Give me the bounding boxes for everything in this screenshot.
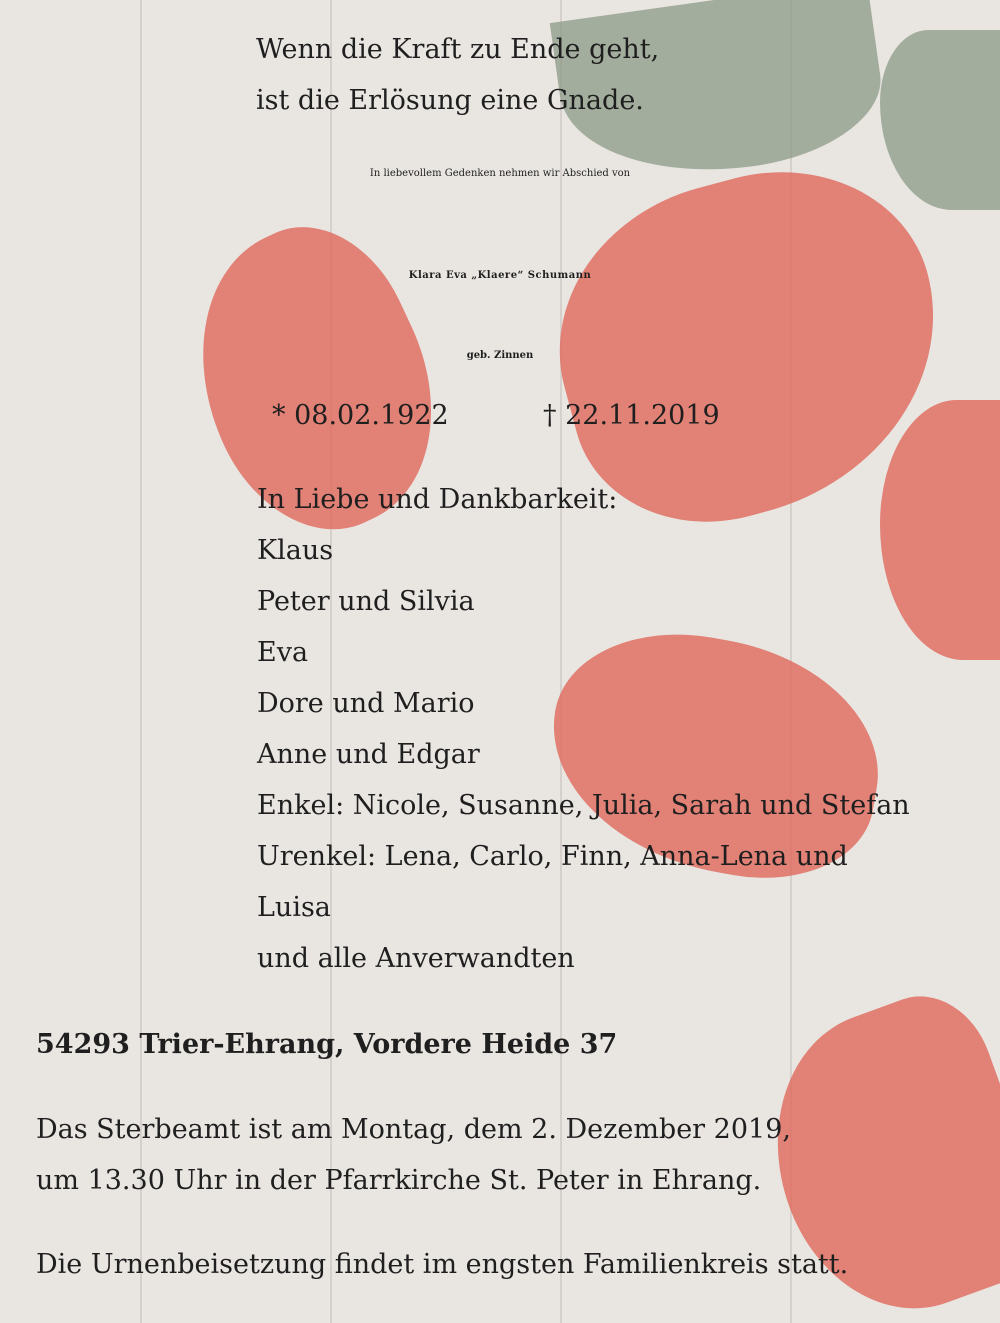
- mourner-line: und alle Anverwandten: [257, 943, 575, 974]
- service-line-1: Das Sterbeamt ist am Montag, dem 2. Dezember 2019,: [36, 1114, 791, 1145]
- death-date: † 22.11.2019: [543, 400, 720, 431]
- mourner-line: Eva: [257, 637, 309, 668]
- mourner-line: Enkel: Nicole, Susanne, Julia, Sarah und Stefan: [257, 790, 910, 821]
- mourner-line: Luisa: [257, 892, 331, 923]
- motto-line-2: ist die Erlösung eine Gnade.: [256, 85, 644, 116]
- mourner-line: Anne und Edgar: [257, 739, 480, 770]
- mourner-line: Peter und Silvia: [257, 586, 475, 617]
- deceased-name: Klara Eva „Klaere“ Schumann: [408, 270, 592, 281]
- mourner-line: Klaus: [257, 535, 334, 566]
- birth-date: * 08.02.1922: [272, 400, 449, 431]
- mourner-line: Urenkel: Lena, Carlo, Finn, Anna-Lena und: [257, 841, 848, 872]
- service-line-2: um 13.30 Uhr in der Pfarrkirche St. Peter in Ehrang.: [36, 1165, 762, 1196]
- address: 54293 Trier-Ehrang, Vordere Heide 37: [36, 1029, 618, 1060]
- burial-note: Die Urnenbeisetzung findet im engsten Familienkreis statt.: [36, 1249, 849, 1280]
- mourners-heading: In Liebe und Dankbarkeit:: [257, 484, 618, 515]
- mourner-line: Dore und Mario: [257, 688, 475, 719]
- maiden-name: geb. Zinnen: [466, 350, 534, 361]
- intro-text: In liebevollem Gedenken nehmen wir Abschied von: [369, 168, 631, 179]
- motto-line-1: Wenn die Kraft zu Ende geht,: [256, 34, 660, 65]
